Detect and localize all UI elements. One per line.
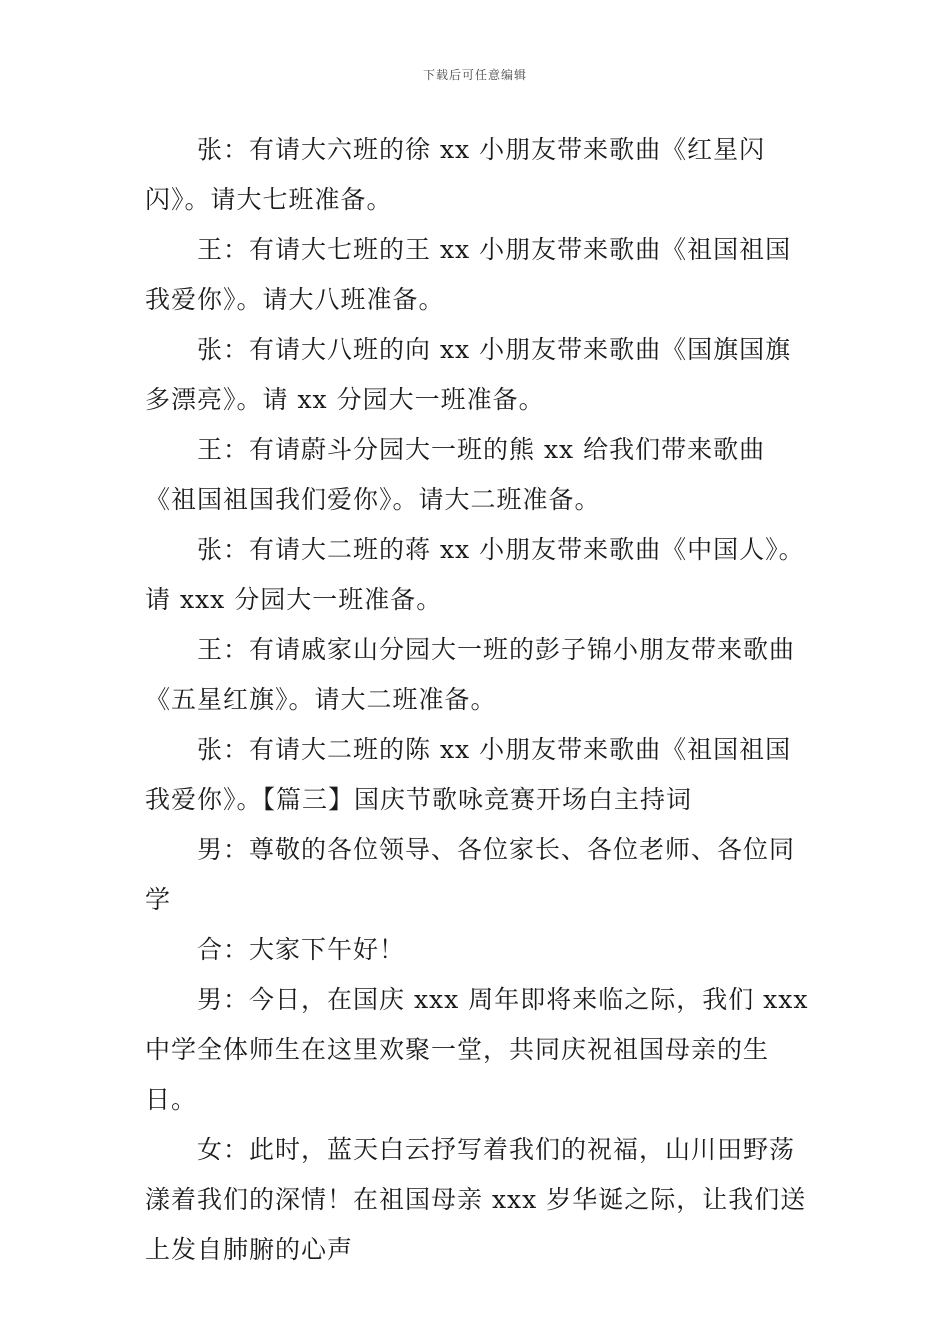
paragraph: 王：有请大七班的王 xx 小朋友带来歌曲《祖国祖国我爱你》。请大八班准备。	[145, 235, 792, 314]
paragraph: 王：有请戚家山分园大一班的彭子锦小朋友带来歌曲《五星红旗》。请大二班准备。	[145, 635, 796, 714]
paragraph: 合：大家下午好！	[197, 935, 406, 964]
paragraph: 张：有请大二班的蒋 xx 小朋友带来歌曲《中国人》。请 xxx 分园大一班准备。	[145, 535, 805, 614]
paragraph: 男：尊敬的各位领导、各位家长、各位老师、各位同学	[145, 835, 796, 914]
header-note: 下载后可任意编辑	[422, 68, 527, 82]
paragraph: 王：有请蔚斗分园大一班的熊 xx 给我们带来歌曲《祖国祖国我们爱你》。请大二班准备。	[145, 435, 766, 514]
paragraph: 张：有请大二班的陈 xx 小朋友带来歌曲《祖国祖国我爱你》。【篇三】国庆节歌咏竞赛开场白主持词	[145, 735, 792, 814]
paragraph: 张：有请大六班的徐 xx 小朋友带来歌曲《红星闪闪》。请大七班准备。	[145, 135, 766, 214]
paragraph: 张：有请大八班的向 xx 小朋友带来歌曲《国旗国旗多漂亮》。请 xx 分园大一班准备。	[145, 335, 792, 414]
paragraph: 男：今日，在国庆 xxx 周年即将来临之际，我们 xxx 中学全体师生在这里欢聚一堂，共同庆祝祖国母亲的生日。	[145, 985, 809, 1114]
document-body	[145, 125, 810, 1275]
paragraph: 女：此时，蓝天白云抒写着我们的祝福，山川田野荡漾着我们的深情！在祖国母亲 xxx 岁华诞之际，让我们送上发自肺腑的心声	[145, 1135, 807, 1264]
